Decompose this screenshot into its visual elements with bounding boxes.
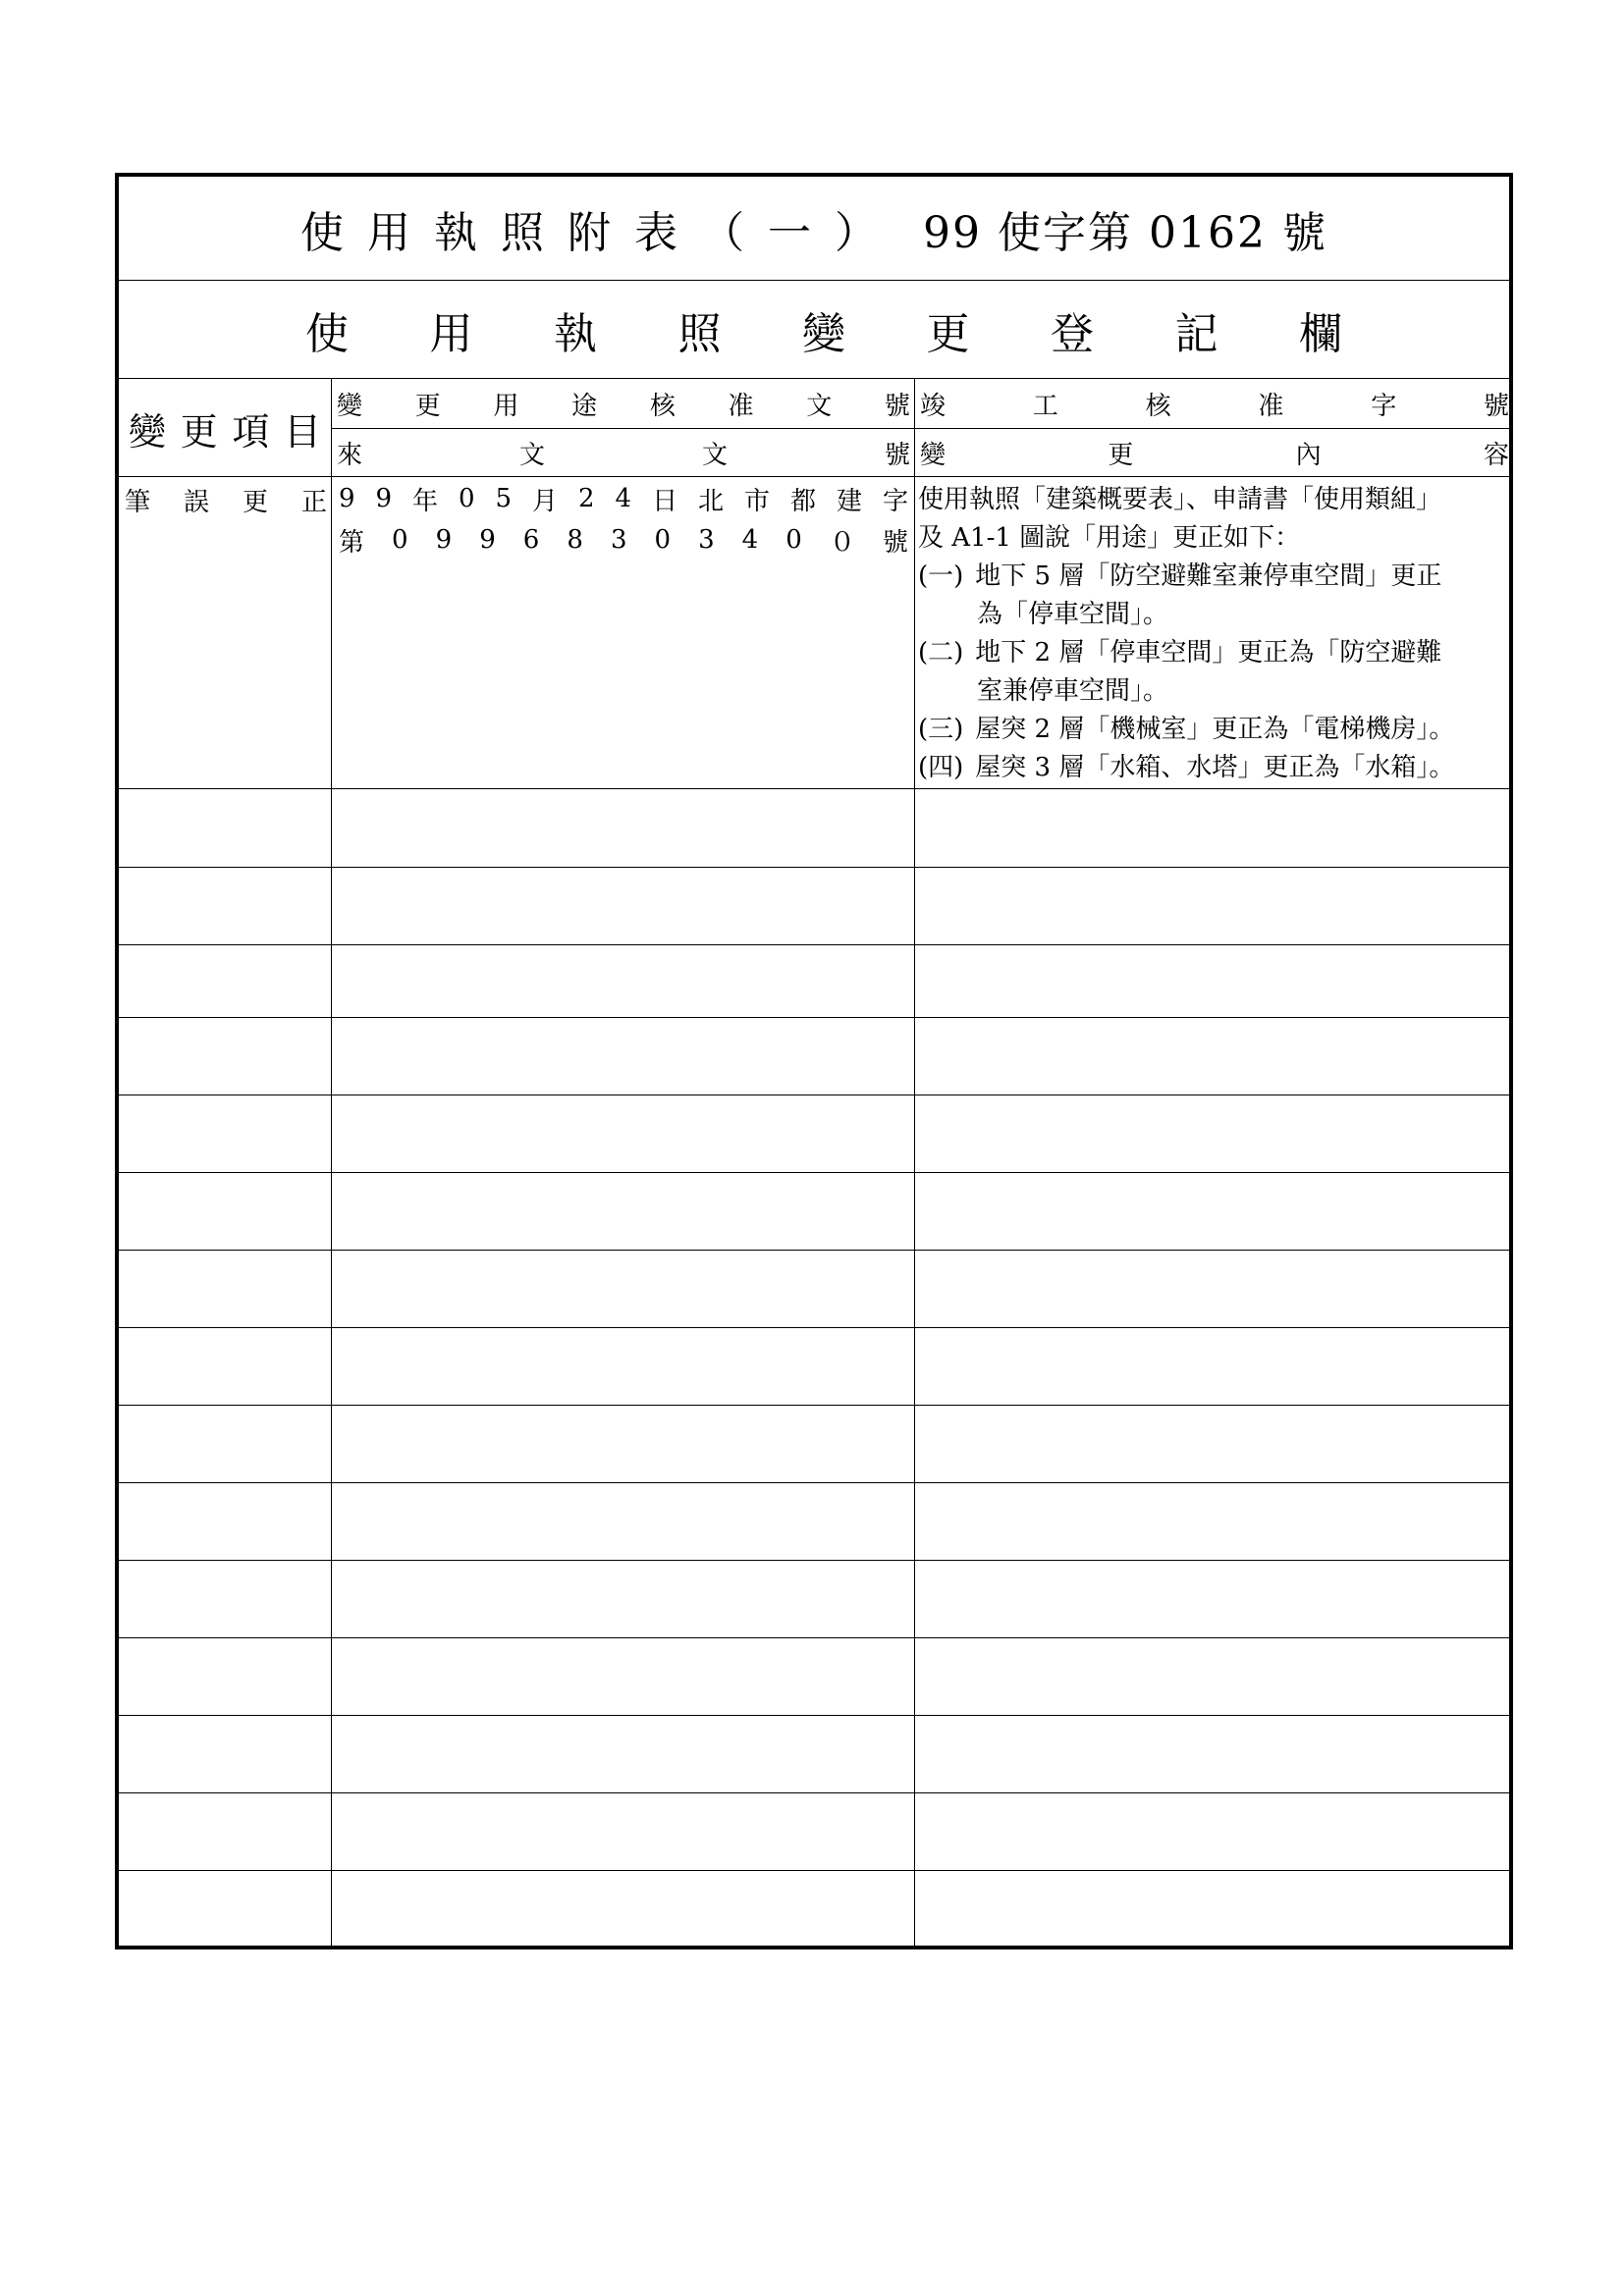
spread-char: ０: [829, 527, 855, 558]
spread-char: 9: [479, 525, 496, 555]
row-doc-line-1: [335, 477, 912, 520]
spread-char: 3: [698, 525, 715, 555]
header-incoming-doc-no: [331, 428, 914, 477]
table-row-empty: [119, 867, 1509, 945]
spread-char: 文: [806, 391, 833, 421]
spread-char: 工: [1032, 391, 1058, 421]
content-intro-line-1: 使用執照「建築概要表」、申請書「使用類組」: [918, 485, 1442, 514]
spread-char: 欄: [1299, 308, 1342, 359]
spread-char: 8: [567, 525, 583, 555]
content-item-2: [918, 634, 1513, 672]
table-row-empty: [119, 1095, 1509, 1173]
spread-char: 4: [741, 525, 759, 555]
table-row-empty: [119, 944, 1509, 1018]
spread-char: 正: [300, 487, 327, 517]
spread-char: 字: [1371, 391, 1397, 421]
spread-char: 誤: [183, 487, 209, 517]
spread-char: 號: [884, 440, 910, 470]
table-row-empty: [119, 1172, 1509, 1251]
spread-char: 0: [785, 525, 802, 555]
spread-char: 使: [305, 308, 349, 359]
table-row-empty: [119, 1405, 1509, 1483]
spread-char: 3: [610, 525, 627, 555]
spread-char: 核: [1145, 391, 1171, 421]
spread-char: 9: [435, 525, 453, 555]
spread-char: 市: [744, 486, 771, 516]
content-item-1-text: 地下 5 層「防空避難室兼停車空間」更正: [975, 561, 1442, 591]
spread-char: 登: [1051, 308, 1094, 359]
spread-char: 變: [802, 308, 845, 359]
table-row-empty: [119, 1637, 1509, 1716]
spread-char: 0: [392, 525, 408, 555]
header-change-item-text: [129, 379, 321, 477]
row-change-item-text: [125, 477, 327, 522]
spread-char: 9: [339, 484, 355, 513]
spread-char: 更: [180, 409, 218, 454]
spread-char: 都: [790, 486, 817, 516]
spread-char: 目: [283, 409, 321, 454]
spread-char: 執: [554, 308, 597, 359]
spread-char: 第: [339, 527, 365, 558]
form-title-right: 99 使字第 0162 號: [923, 207, 1327, 258]
table-row-empty: [119, 1870, 1509, 1948]
spread-char: 更: [414, 391, 441, 421]
content-item-1: [918, 558, 1513, 596]
header-approval-doc-no-text: [337, 379, 910, 428]
spread-char: 准: [1258, 391, 1284, 421]
spread-char: 月: [532, 486, 559, 516]
content-item-4-text: 屋突 3 層「水箱、水塔」更正為「水箱」。: [975, 753, 1455, 782]
content-item-2-text: 地下 2 層「停車空間」更正為「防空避難: [975, 638, 1442, 667]
spread-char: 更: [242, 487, 268, 517]
content-item-3: [918, 711, 1513, 749]
table-row-empty: [119, 1560, 1509, 1638]
header-incoming-doc-no-text: [337, 428, 910, 477]
table-row-empty: [119, 1482, 1509, 1561]
spread-char: 9: [375, 484, 393, 513]
table-row-empty: [119, 1792, 1509, 1871]
content-item-1-continued: 為「停車空間」。: [977, 600, 1169, 629]
table-row-empty: [119, 1250, 1509, 1328]
content-item-2-continued: 室兼停車空間」。: [977, 676, 1169, 706]
table-row-empty: [119, 1715, 1509, 1793]
usage-permit-form: [115, 173, 1513, 1949]
spread-char: 號: [884, 391, 910, 421]
spread-char: 來: [337, 440, 363, 470]
form-title-row: [119, 177, 1509, 281]
row-doc-line-2-text: [339, 518, 908, 561]
content-item-3-text: 屋突 2 層「機械室」更正為「電梯機房」。: [975, 715, 1455, 744]
spread-char: 0: [654, 525, 672, 555]
content-intro-line-2: 及 A1-1 圖說「用途」更正如下：: [918, 523, 1301, 553]
spread-char: 途: [571, 391, 598, 421]
spread-char: 照: [677, 308, 722, 359]
header-change-item: [119, 379, 331, 477]
form-title-left: 使用執照附表（一）: [300, 207, 902, 258]
header-approval-doc-no: [331, 379, 914, 428]
header-change-content: [914, 428, 1513, 477]
spread-char: 變: [129, 409, 167, 454]
row-change-content: [918, 481, 1513, 787]
spread-char: 用: [429, 308, 473, 359]
spread-char: 文: [518, 440, 545, 470]
content-item-3-number: (三): [918, 715, 964, 744]
content-item-2-number: (二): [918, 638, 964, 667]
spread-char: 日: [652, 486, 678, 516]
spread-char: 北: [698, 486, 725, 516]
spread-char: 年: [412, 486, 439, 516]
spread-char: 字: [882, 486, 908, 516]
spread-char: 4: [615, 484, 632, 513]
spread-char: 6: [522, 525, 540, 555]
row-change-item: [119, 477, 331, 522]
spread-char: 容: [1483, 440, 1509, 470]
spread-char: 用: [493, 391, 519, 421]
spread-char: 文: [701, 440, 728, 470]
spread-char: 變: [337, 391, 363, 421]
spread-char: 更: [1108, 440, 1134, 470]
spread-char: 筆: [125, 487, 151, 517]
row-doc-line-2: [335, 518, 912, 561]
form-subtitle-row: [119, 281, 1509, 379]
header-completion-no-text: [920, 379, 1509, 428]
spread-char: 2: [578, 484, 595, 513]
header-change-content-text: [920, 428, 1509, 477]
spread-char: 內: [1295, 440, 1322, 470]
table-row-empty: [119, 789, 1509, 868]
spread-char: 號: [1483, 391, 1509, 421]
spread-char: 項: [232, 409, 270, 454]
spread-char: 5: [495, 484, 513, 513]
table-row-empty: [119, 1017, 1509, 1095]
spread-char: 准: [728, 391, 754, 421]
spread-char: 0: [459, 484, 475, 513]
content-item-4-number: (四): [918, 753, 964, 782]
table-row-empty: [119, 1327, 1509, 1406]
content-item-1-number: (一): [918, 561, 964, 591]
row-doc-line-1-text: [339, 477, 908, 520]
spread-char: 更: [926, 308, 970, 359]
form-subtitle: [305, 281, 1342, 378]
header-completion-no: [914, 379, 1513, 428]
spread-char: 變: [920, 440, 947, 470]
form-title: [119, 177, 1509, 280]
spread-char: 號: [882, 527, 908, 558]
spread-char: 竣: [920, 391, 947, 421]
spread-char: 建: [837, 486, 863, 516]
spread-char: 記: [1174, 308, 1218, 359]
spread-char: 核: [649, 391, 676, 421]
content-item-4: [918, 749, 1513, 787]
